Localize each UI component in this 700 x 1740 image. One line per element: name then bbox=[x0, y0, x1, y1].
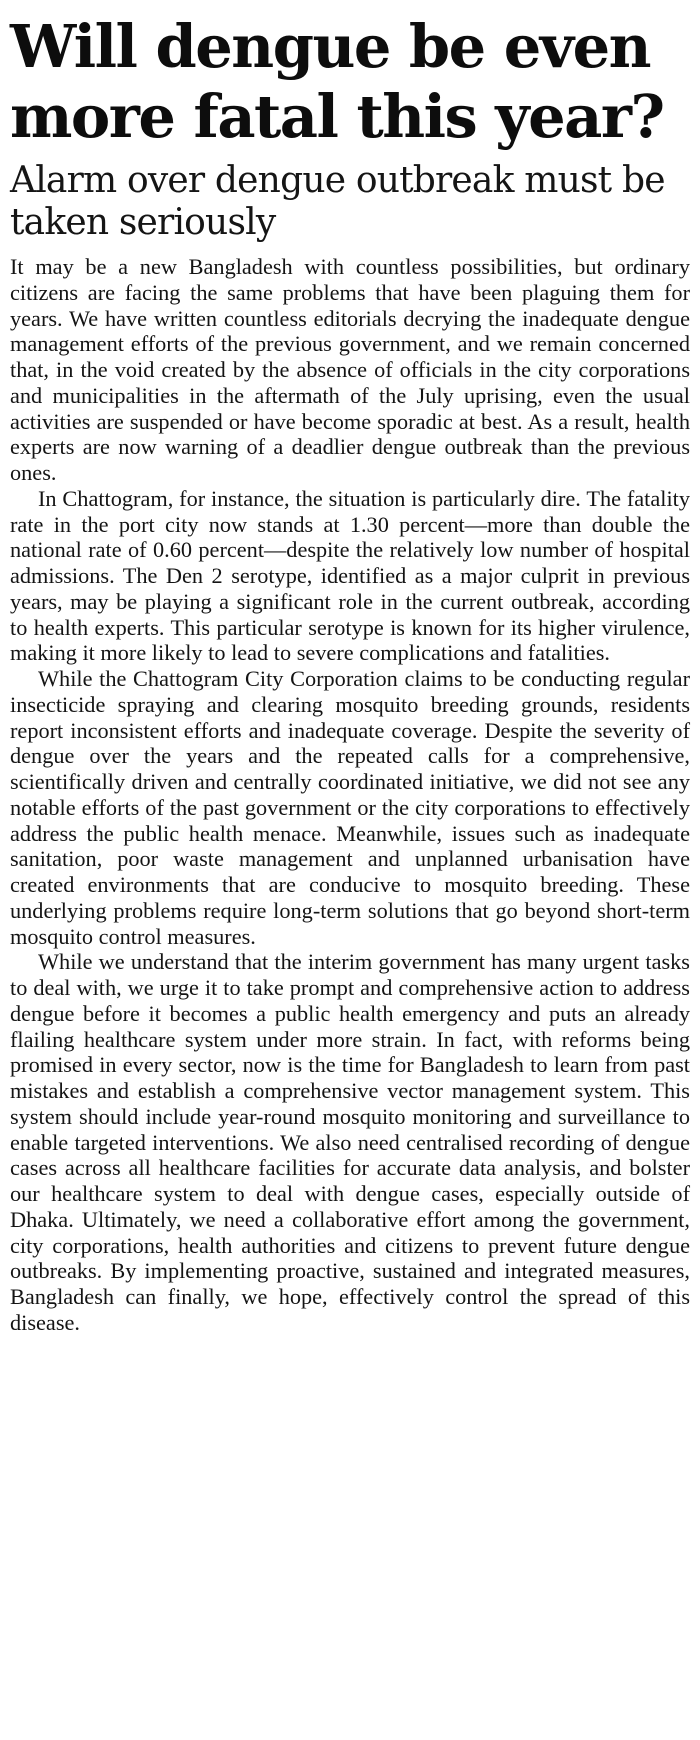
article-body bbox=[10, 254, 690, 1336]
subheadline: Alarm over dengue outbreak must be taken seriously bbox=[10, 160, 665, 243]
headline: Will dengue be even more fatal this year? bbox=[10, 12, 664, 151]
body-paragraph: While we understand that the interim government has many urgent tasks to deal with, we urge it to take prompt and comprehensive action to address dengue before it becomes a public health emergency and puts an already flailing healthcare system under more strain. In fact, with reforms being promised in every sector, now is the time for Bangladesh to learn from past mistakes and establish a comprehensive vector management system. This system should include year-round mosquito monitoring and surveillance to enable targeted interventions. We also need centralised recording of dengue cases across all healthcare facilities for accurate data analysis, and bolster our healthcare system to deal with dengue cases, especially outside of Dhaka. Ultimately, we need a collaborative effort among the government, city corporations, health authorities and citizens to prevent future dengue outbreaks. By implementing proactive, sustained and integrated measures, Bangladesh can finally, we hope, effectively control the spread of this disease. bbox=[10, 949, 690, 1335]
body-paragraph: In Chattogram, for instance, the situation is particularly dire. The fatality rate in the port city now stands at 1.30 percent—more than double the national rate of 0.60 percent—despite the relatively low number of hospital admissions. The Den 2 serotype, identified as a major culprit in previous years, may be playing a significant role in the current outbreak, according to health experts. This particular serotype is known for its higher virulence, making it more likely to lead to severe complications and fatalities. bbox=[10, 485, 690, 666]
body-paragraph: While the Chattogram City Corporation claims to be conducting regular insecticide spraying and clearing mosquito breeding grounds, residents report inconsistent efforts and inadequate coverage. Despite the severity of dengue over the years and the repeated calls for a comprehensive, scientifically driven and centrally coordinated initiative, we did not see any notable efforts of the past government or the city corporations to effectively address the public health menace. Meanwhile, issues such as inadequate sanitation, poor waste management and unplanned urbanisation have created environments that are conducive to mosquito breeding. These underlying problems require long-term solutions that go beyond short-term mosquito control measures. bbox=[10, 666, 690, 949]
body-paragraph: It may be a new Bangladesh with countless possibilities, but ordinary citizens are facing the same problems that have been plaguing them for years. We have written countless editorials decrying the inadequate dengue management efforts of the previous government, and we remain concerned that, in the void created by the absence of officials in the city corporations and municipalities in the aftermath of the July uprising, even the usual activities are suspended or have become sporadic at best. As a result, health experts are now warning of a deadlier dengue outbreak than the previous ones. bbox=[10, 254, 690, 485]
